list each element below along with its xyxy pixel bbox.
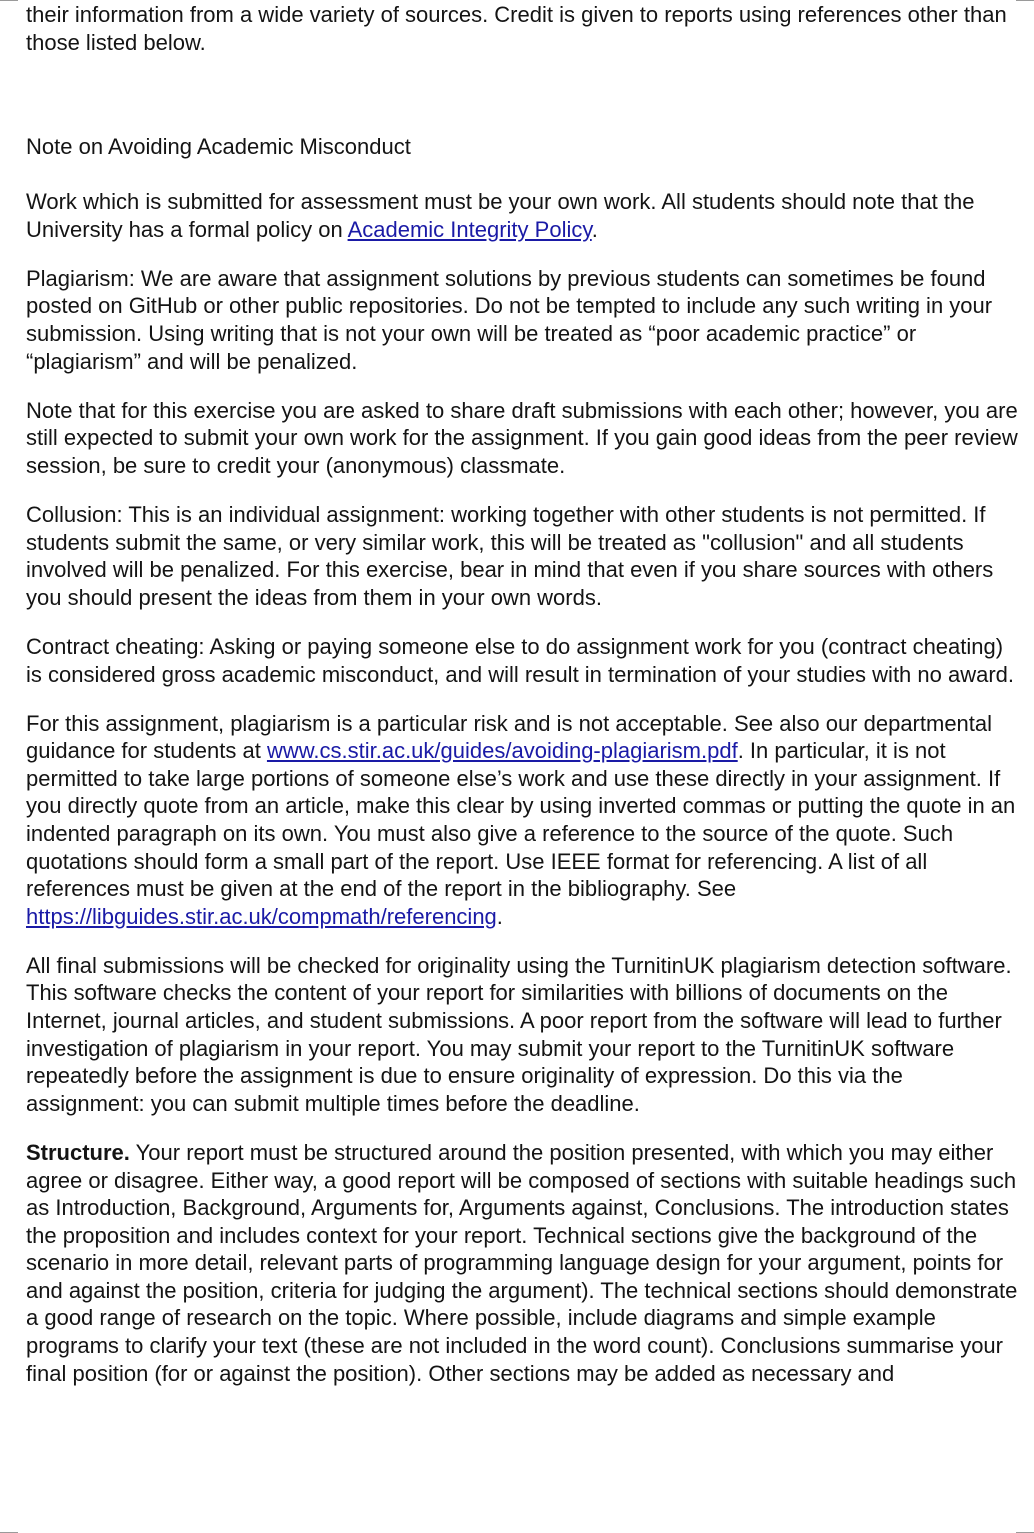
structure-text: Your report must be structured around the position presented, with which you may either agree or disagree. Either way, a good report will be composed of sections with suitable headings such as Introduction, Background, Arguments for, Arguments against, Conclusions. The introduction states the proposition and includes context for your report. Technical sections give the background of the scenario in more detail, relevant parts of programming language design for your argument, points for and against the position, criteria for judging the argument). The technical sections should demonstrate a good range of research on the topic. Where possible, include diagrams and simple example programs to clarify your text (these are not included in the word count). Conclusions summarise your final position (for or against the position). Other sections may be added as necessary and	[26, 1139, 1018, 1386]
own-work-text-end: .	[591, 216, 598, 242]
page-corner-mark-top-right	[1016, 0, 1034, 19]
document-page	[26, 1, 1018, 1409]
page-corner-mark-top-left	[0, 0, 18, 19]
page-corner-mark-bottom-right	[1016, 1514, 1034, 1533]
guidance-text-1: For this assignment, plagiarism is a particular risk and is not acceptable. See also our departmental guidance for students at	[26, 710, 993, 764]
structure-label: Structure.	[26, 1139, 130, 1165]
contract-cheating-paragraph: Contract cheating: Asking or paying someone else to do assignment work for you (contract cheating) is considered gross academic misconduct, and will result in termination of your studies with no award.	[26, 633, 1015, 687]
page-corner-mark-bottom-left	[0, 1514, 18, 1533]
section-heading: Note on Avoiding Academic Misconduct	[26, 134, 411, 160]
guidance-text-3: .	[496, 903, 503, 929]
intro-paragraph: their information from a wide variety of sources. Credit is given to reports using references other than those listed below.	[26, 2, 1007, 55]
guidance-paragraph	[26, 710, 1018, 931]
academic-integrity-policy-link[interactable]: Academic Integrity Policy	[347, 216, 592, 242]
guidance-text-2: . In particular, it is not permitted to take large portions of someone else’s work and use these directly in your assignment. If you directly quote from an article, make this clear by using inverted commas or putting the quote in an indented paragraph on its own. You must also give a reference to the source of the quote. Such quotations should form a small part of the report. Use IEEE format for referencing. A list of all references must be given at the end of the report in the bibliography. See	[26, 738, 1016, 902]
own-work-text: Work which is submitted for assessment must be your own work. All students should note that the University has a formal policy on	[26, 189, 975, 242]
plagiarism-paragraph: Plagiarism: We are aware that assignment solutions by previous students can sometimes be found posted on GitHub or other public repositories. Do not be tempted to include any such writing in your submission. Using writing that is not your own will be treated as “poor academic practice” or “plagiarism” and will be penalized.	[26, 265, 993, 374]
avoiding-plagiarism-link[interactable]: www.cs.stir.ac.uk/guides/avoiding-plagiarism.pdf	[266, 738, 738, 764]
own-work-paragraph	[26, 188, 1018, 243]
peer-review-paragraph: Note that for this exercise you are asked to share draft submissions with each other; however, you are still expected to submit your own work for the assignment. If you gain good ideas from the peer review session, be sure to credit your (anonymous) classmate.	[26, 397, 1018, 478]
structure-paragraph	[26, 1139, 1018, 1387]
referencing-guide-link[interactable]: https://libguides.stir.ac.uk/compmath/referencing	[26, 903, 497, 929]
turnitin-paragraph: All final submissions will be checked for originality using the TurnitinUK plagiarism detection software. This software checks the content of your report for similarities with billions of documents on the Internet, journal articles, and student submissions. A poor report from the software will lead to further investigation of plagiarism in your report. You may submit your report to the TurnitinUK software repeatedly before the assignment is due to ensure originality of expression. Do this via the assignment: you can submit multiple times before the deadline.	[26, 952, 1012, 1116]
collusion-paragraph: Collusion: This is an individual assignment: working together with other students is not permitted. If students submit the same, or very similar work, this will be treated as "collusion" and all students involved will be penalized. For this exercise, bear in mind that even if you share sources with others you should present the ideas from them in your own words.	[26, 502, 994, 610]
